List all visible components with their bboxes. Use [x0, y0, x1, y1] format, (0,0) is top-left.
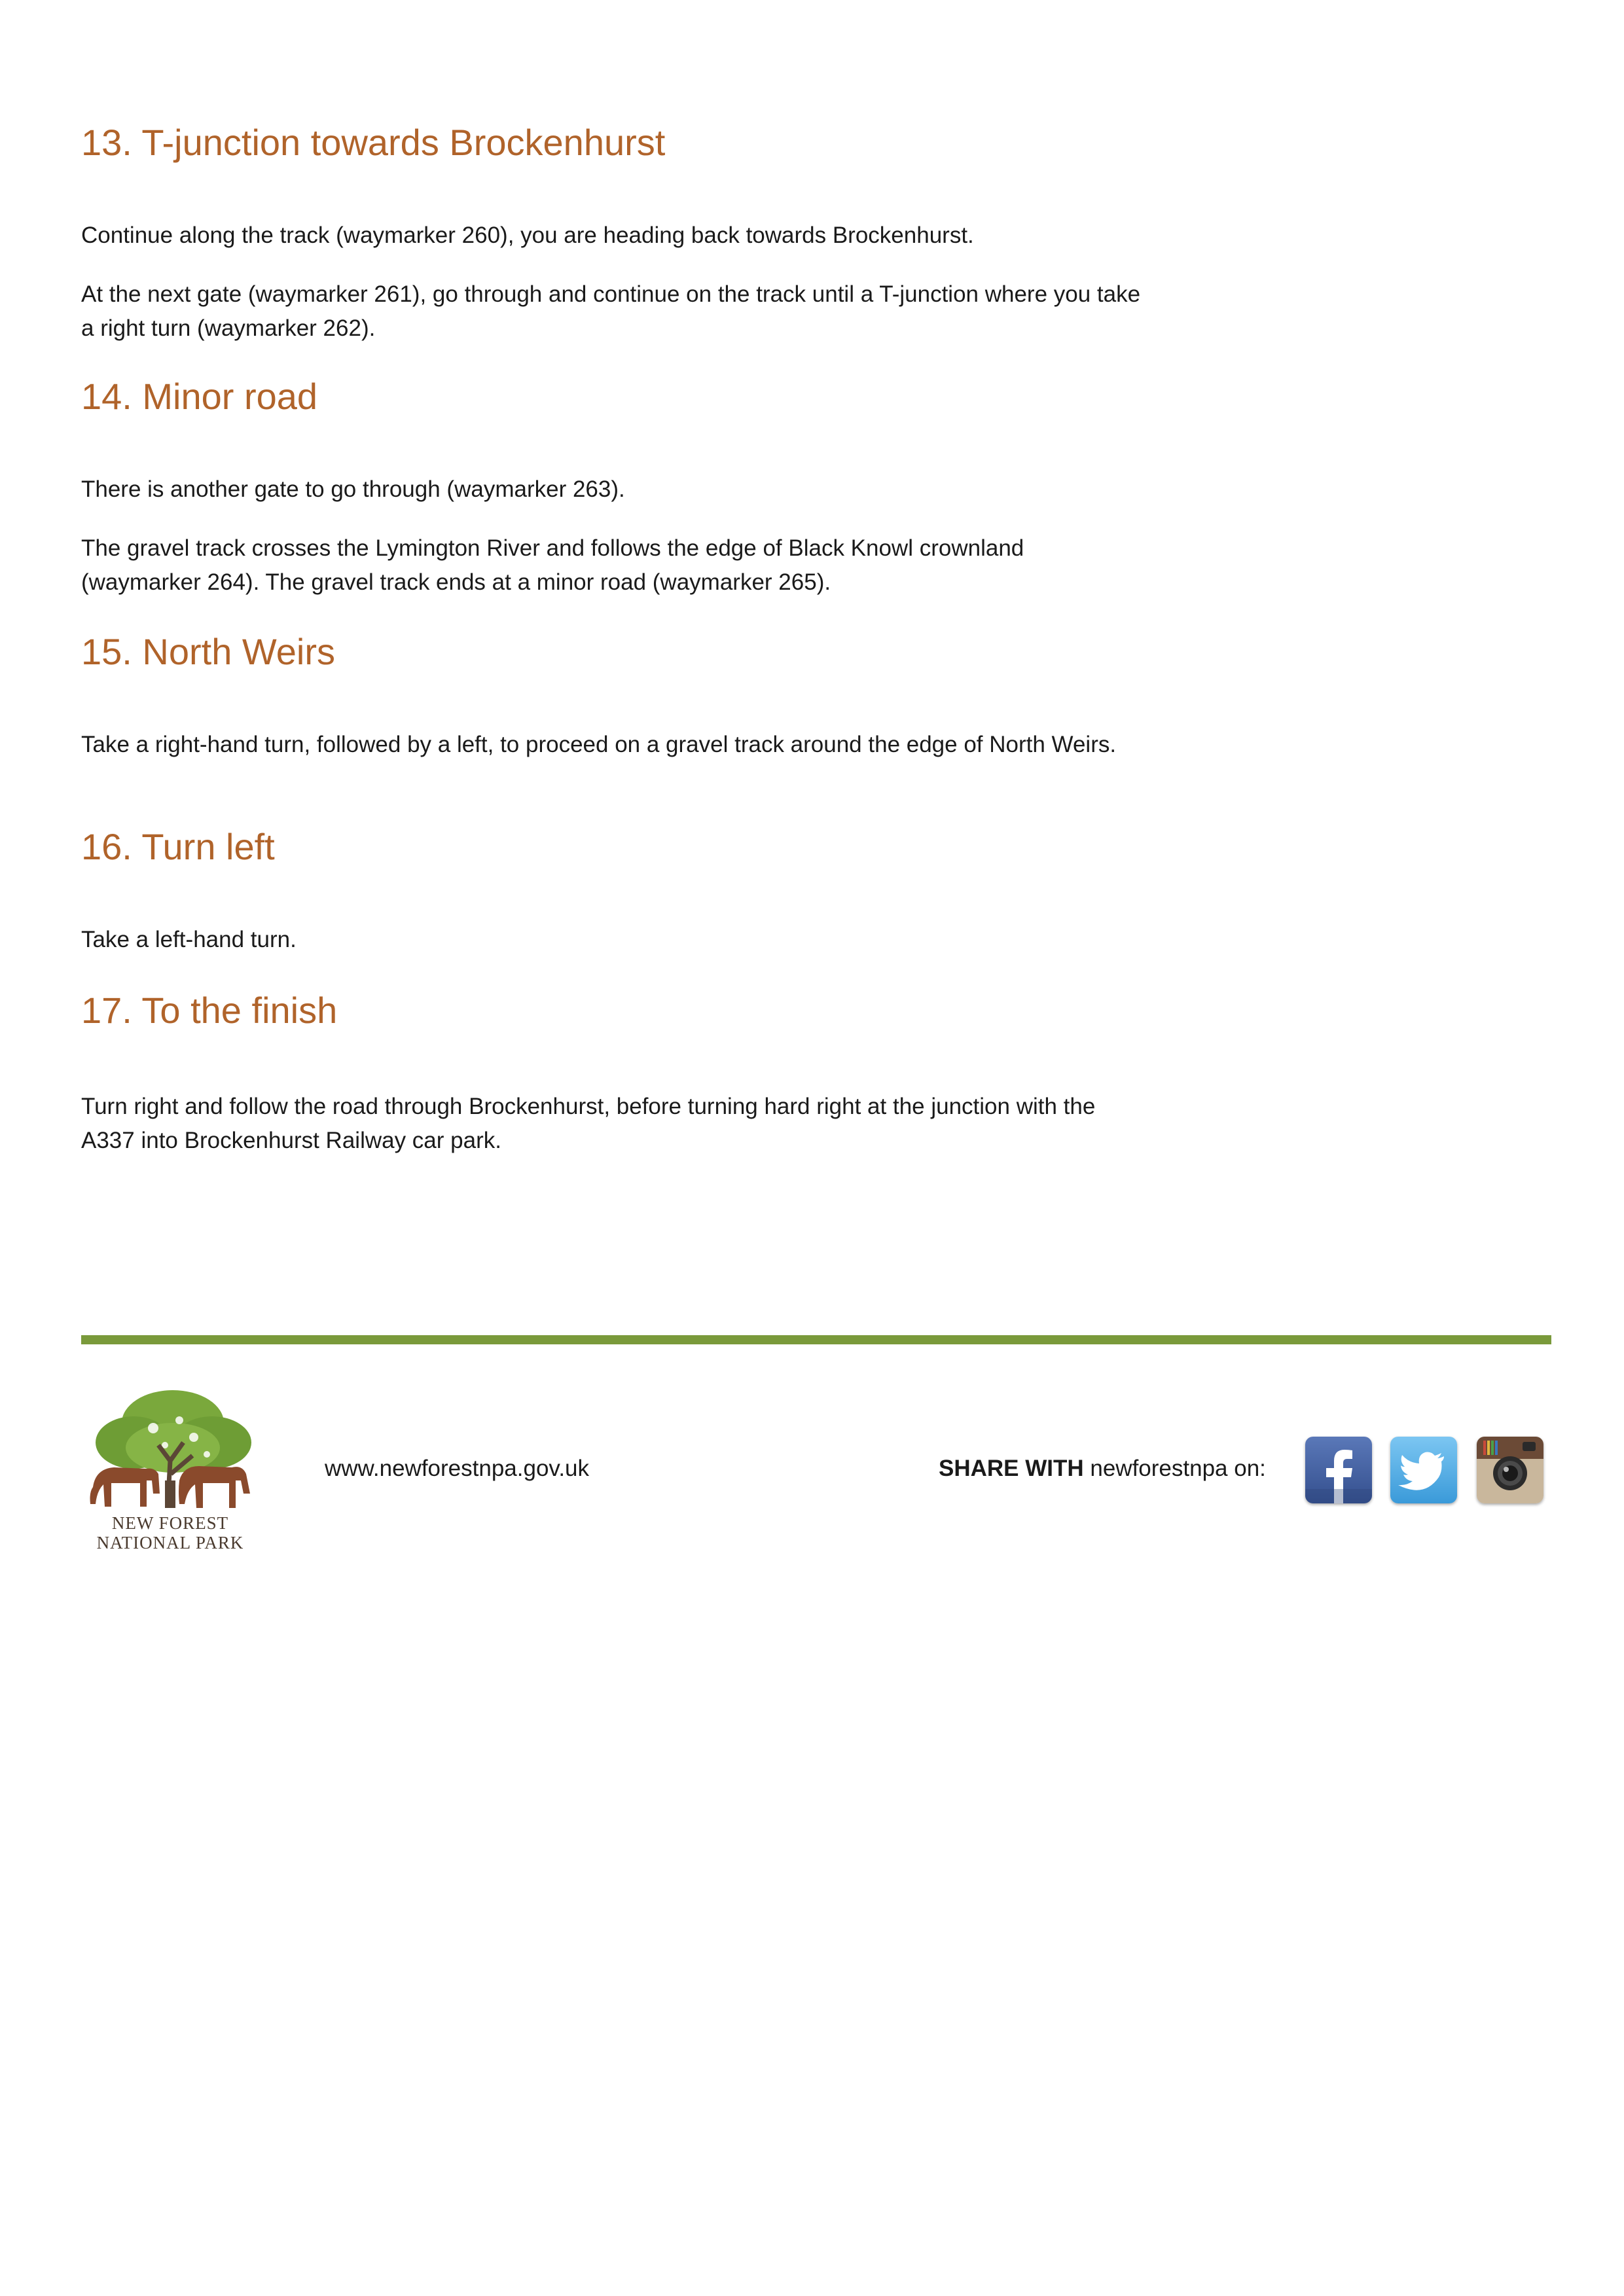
- logo-line-2: NATIONAL PARK: [96, 1533, 244, 1552]
- share-label-rest: newforestnpa on:: [1083, 1456, 1266, 1481]
- new-forest-logo: [81, 1382, 259, 1552]
- step-13-paragraph-2: At the next gate (waymarker 261), go through and continue on the track until a T-junction where you take a right turn (waymarker 262).: [81, 281, 1141, 341]
- step-15-paragraph-1: Take a right-hand turn, followed by a left, to proceed on a gravel track around the edge of North Weirs.: [81, 732, 1117, 757]
- step-16-paragraph-1: Take a left-hand turn.: [81, 927, 297, 952]
- instagram-icon[interactable]: [1477, 1437, 1543, 1503]
- tree-and-ponies-icon: [81, 1382, 259, 1513]
- step-16-title: 16. Turn left: [81, 826, 275, 867]
- step-13-title: 13. T-junction towards Brockenhurst: [81, 122, 666, 163]
- share-label-bold: SHARE WITH: [939, 1456, 1084, 1481]
- step-17-paragraph-1: Turn right and follow the road through Brockenhurst, before turning hard right at the junction with the A337 into Brockenhurst Railway car park.: [81, 1094, 1096, 1153]
- step-14-title: 14. Minor road: [81, 376, 318, 417]
- step-15-title: 15. North Weirs: [81, 631, 335, 672]
- step-17-title: 17. To the finish: [81, 990, 338, 1031]
- twitter-icon[interactable]: [1390, 1437, 1457, 1503]
- facebook-icon[interactable]: [1305, 1437, 1372, 1503]
- logo-line-1: NEW FOREST: [111, 1513, 229, 1533]
- step-14-paragraph-2: The gravel track crosses the Lymington River and follows the edge of Black Knowl crownland (waymarker 264). The gravel track ends at a minor road (waymarker 265).: [81, 535, 1024, 595]
- website-link[interactable]: www.newforestnpa.gov.uk: [325, 1456, 590, 1481]
- step-13-paragraph-1: Continue along the track (waymarker 260), you are heading back towards Brockenhurst.: [81, 223, 974, 248]
- step-14-paragraph-1: There is another gate to go through (waymarker 263).: [81, 476, 625, 502]
- footer-divider: [81, 1335, 1551, 1344]
- share-label: [939, 1454, 1266, 1483]
